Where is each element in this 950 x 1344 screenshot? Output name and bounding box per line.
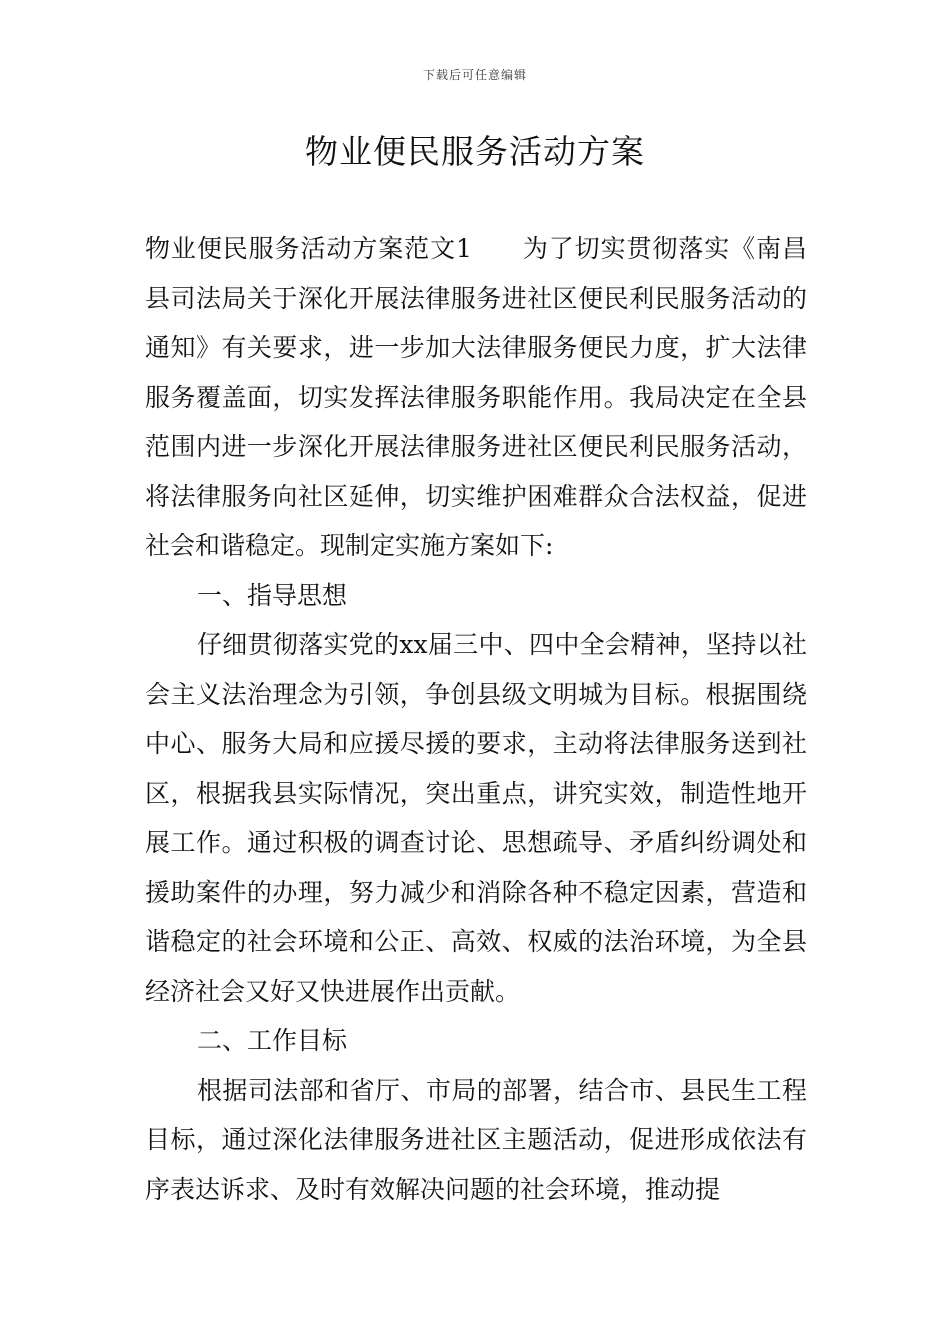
section-paragraph: 根据司法部和省厅、市局的部署，结合市、县民生工程目标，通过深化法律服务进社区主题活动，促进形成依法有序表达诉求、及时有效解决问题的社会环境，推动提: [145, 1075, 807, 1204]
intro-lead: 物业便民服务活动方案范文1: [145, 234, 472, 263]
intro-paragraph: [145, 224, 807, 571]
document-body: [145, 224, 807, 1214]
header-note: 下载后可任意编辑: [422, 68, 527, 82]
intro-text: 为了切实贯彻落实《南昌县司法局关于深化开展法律服务进社区便民利民服务活动的通知》有关要求，进一步加大法律服务便民力度，扩大法律服务覆盖面，切实发挥法律服务职能作用。我局决定在全县范围内进一步深化开展法律服务进社区便民利民服务活动，将法律服务向社区延伸，切实维护困难群众合法权益，促进社会和谐稳定。现制定实施方案如下:: [145, 234, 807, 560]
section-heading: 二、工作目标: [197, 1026, 348, 1055]
document-title: 物业便民服务活动方案: [305, 132, 645, 171]
section-paragraph: 仔细贯彻落实党的xx届三中、四中全会精神，坚持以社会主义法治理念为引领，争创县级文明城为目标。根据围绕中心、服务大局和应援尽援的要求，主动将法律服务送到社区，根据我县实际情况，突出重点，讲究实效，制造性地开展工作。通过积极的调查讨论、思想疏导、矛盾纠纷调处和援助案件的办理，努力减少和消除各种不稳定因素，营造和谐稳定的社会环境和公正、高效、权威的法治环境，为全县经济社会又好又快进展作出贡献。: [145, 630, 807, 1006]
section-heading: 一、指导思想: [197, 580, 348, 610]
